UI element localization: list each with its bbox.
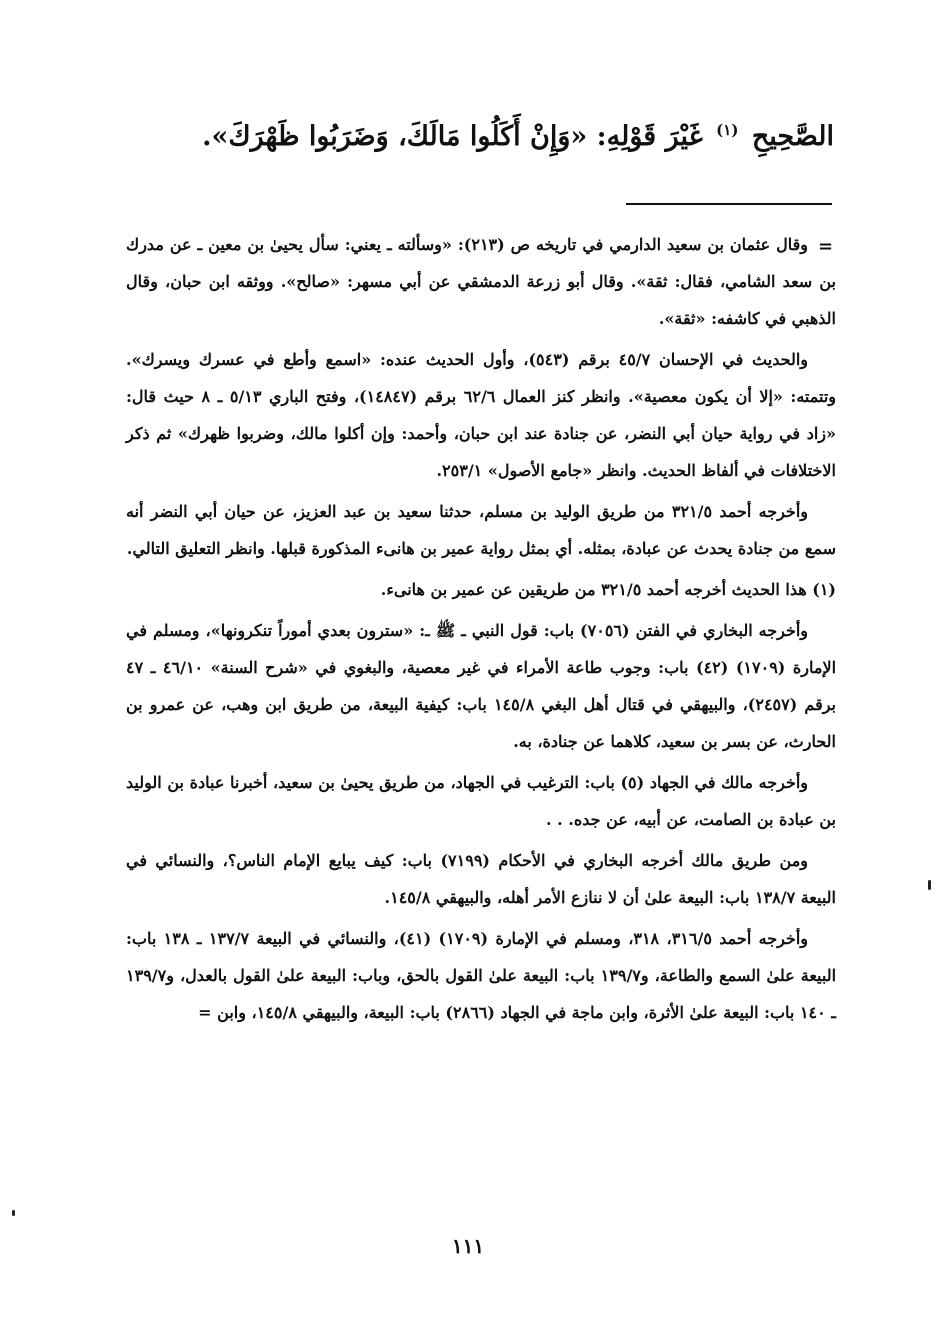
main-text-start: الصَّحِيحِ <box>751 121 834 152</box>
footnote-separator <box>626 203 832 205</box>
footnotes <box>126 226 836 1035</box>
footnote-reference: (١) <box>716 121 739 139</box>
footnote-paragraph: وأخرجه مالك في الجهاد (٥) باب: الترغيب في الجهاد، من طريق يحيىٰ بن سعيد، أخبرنا عبادة بن الوليد بن عبادة بن الصامت، عن أبيه، عن جده. . . <box>126 773 836 829</box>
footnote-paragraph: وأخرجه البخاري في الفتن (٧٠٥٦) باب: قول النبي ـ ﷺ ـ: «سترون بعدي أموراً تنكرونها»، ومسلم في الإمارة (١٧٠٩) (٤٢) باب: وجوب طاعة الأمراء في غير معصية، والبغوي في «شرح السنة» ٤٦/١٠ ـ ٤٧ برقم (٢٤٥٧)، والبيهقي في قتال أهل البغي ١٤٥/٨ باب: كيفية البيعة، من طريق ابن وهب، عن عمرو بن الحارث، عن بسر بن سعيد، كلاهما عن جنادة، به. <box>126 621 837 751</box>
main-text-end: غَيْرَ قَوْلِهِ: «وَإِنْ أَكَلُوا مَالَكَ، وَضَرَبُوا ظَهْرَكَ». <box>202 121 703 152</box>
footnote-1-start: (١) هذا الحديث أخرجه أحمد ٣٢١/٥ من طريقين عن عمير بن هانىء. <box>380 580 836 599</box>
footnote-paragraph: والحديث في الإحسان ٤٥/٧ برقم (٥٤٣)، وأول الحديث عنده: «اسمع وأطع في عسرك ويسرك». وتتمته: «إلا أن يكون معصية». وانظر كنز العمال ٦٢/٦ برقم (١٤٨٤٧)، وفتح الباري ٥/١٣ ـ ٨ حيث قال: «زاد في رواية حيان أبي النضر، عن جنادة عند ابن حبان، وأحمد: وإن أكلوا مالك، وضربوا ظهرك» ثم ذكر الاختلافات في ألفاظ الحديث. وانظر «جامع الأصول» ٢٥٣/١. <box>126 350 836 480</box>
main-text-line <box>114 108 834 159</box>
footnote-paragraph: وأخرجه أحمد ٣٢١/٥ من طريق الوليد بن مسلم، حدثنا سعيد بن عبد العزيز، عن حيان أبي النضر أنه سمع من جنادة يحدث عن عبادة، بمثله. أي بمثل رواية عمير بن هانىء المذكورة قبلها. وانظر التعليق التالي. <box>126 502 836 558</box>
footnote-paragraph: ومن طريق مالك أخرجه البخاري في الأحكام (٧١٩٩) باب: كيف يبايع الإمام الناس؟، والنسائي في البيعة ١٣٨/٧ باب: البيعة علىٰ أن لا ننازع الأمر أهله، والبيهقي ١٤٥/٨. <box>126 851 836 907</box>
footnote-paragraph: وقال عثمان بن سعيد الدارمي في تاريخه ص (٢١٣): «وسألته ـ يعني: سأل يحيىٰ بن معين ـ عن مدرك بن سعد الشامي، فقال: ثقة». وقال أبو زرعة الدمشقي عن أبي مسهر: «صالح». ووثقه ابن حبان، وقال الذهبي في كاشفه: «ثقة». <box>126 235 836 328</box>
page-number: ١١١ <box>451 1234 485 1258</box>
continuation-mark: = <box>818 236 834 257</box>
scan-speck <box>12 1210 15 1216</box>
scan-speck <box>928 880 931 890</box>
footnote-paragraph: وأخرجه أحمد ٣١٦/٥، ٣١٨، ومسلم في الإمارة (١٧٠٩) (٤١)، والنسائي في البيعة ١٣٧/٧ ـ ١٣٨ باب: البيعة علىٰ السمع والطاعة، و١٣٩/٧ باب: البيعة علىٰ القول بالحق، وباب: البيعة علىٰ القول بالعدل، و١٣٩/٧ ـ ١٤٠ باب: البيعة علىٰ الأثرة، وابن ماجة في الجهاد (٢٨٦٦) باب: البيعة، والبيهقي ١٤٥/٨، وابن = <box>126 929 837 1022</box>
